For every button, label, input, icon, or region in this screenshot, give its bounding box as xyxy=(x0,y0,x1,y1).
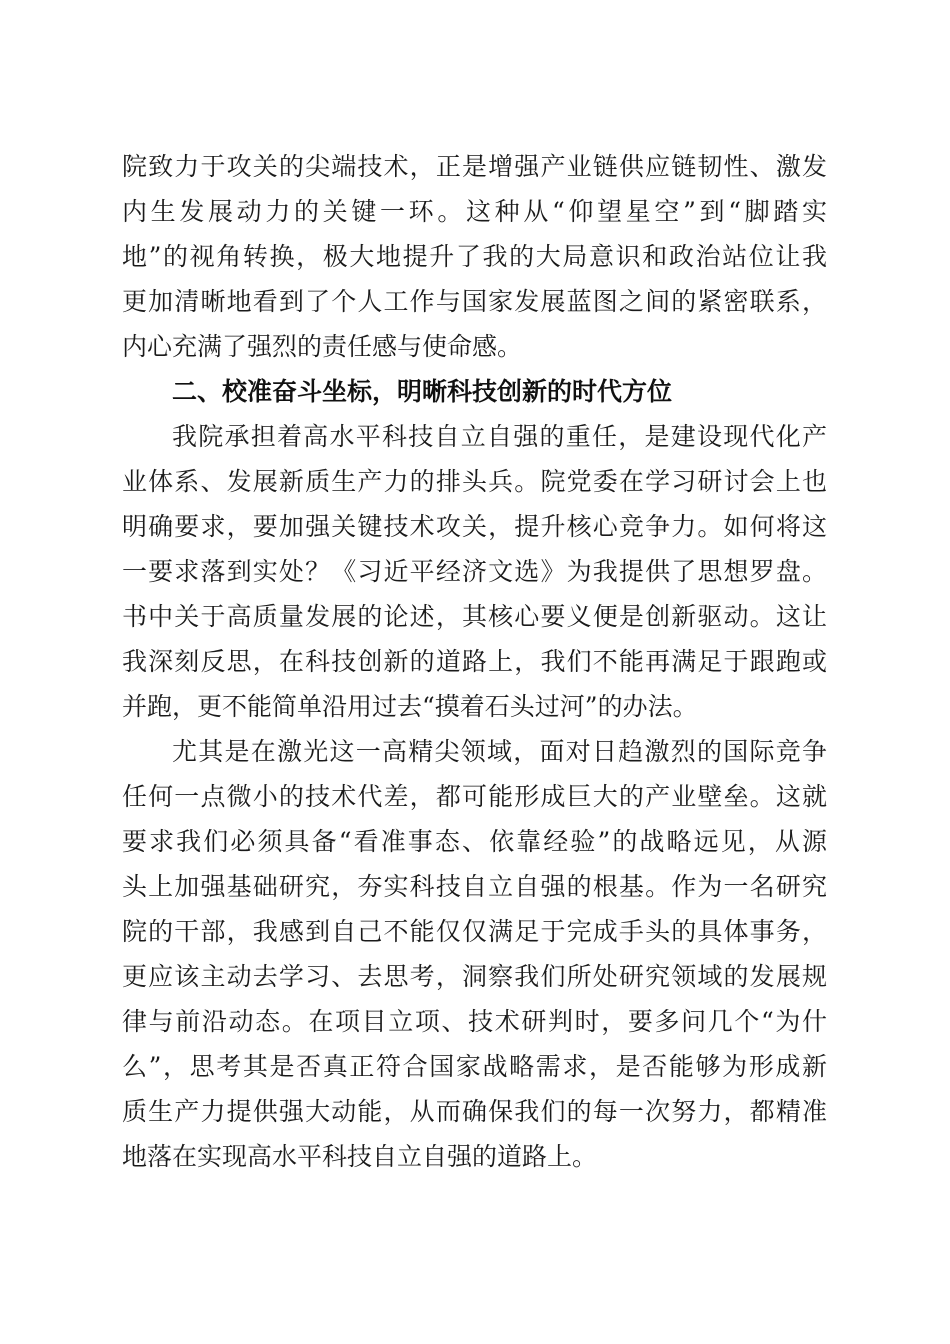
text-line: 院致力于攻关的尖端技术，正是增强产业链供应链韧性、激发 xyxy=(122,152,827,181)
text-line: 业体系、发展新质生产力的排头兵。院党委在学习研讨会上也 xyxy=(122,467,827,496)
section-heading: 二、校准奋斗坐标，明晰科技创新的时代方位 xyxy=(172,377,673,406)
text-line: 地”的视角转换，极大地提升了我的大局意识和政治站位让我 xyxy=(122,242,827,271)
text-line: 并跑，更不能简单沿用过去“摸着石头过河”的办法。 xyxy=(122,692,698,721)
text-line: 更应该主动去学习、去思考，洞察我们所处研究领域的发展规 xyxy=(122,962,827,991)
text-line: 任何一点微小的技术代差，都可能形成巨大的产业壁垒。这就 xyxy=(122,782,827,811)
text-line: 内心充满了强烈的责任感与使命感。 xyxy=(122,332,523,361)
text-line: 明确要求，要加强关键技术攻关，提升核心竞争力。如何将这 xyxy=(122,512,827,541)
text-line: 么”，思考其是否真正符合国家战略需求，是否能够为形成新 xyxy=(122,1052,827,1081)
text-line: 一要求落到实处？《习近平经济文选》为我提供了思想罗盘。 xyxy=(122,557,827,586)
text-line: 我院承担着高水平科技自立自强的重任，是建设现代化产 xyxy=(172,422,827,451)
text-line: 律与前沿动态。在项目立项、技术研判时，要多问几个“为什 xyxy=(122,1007,827,1036)
text-line: 院的干部，我感到自己不能仅仅满足于完成手头的具体事务， xyxy=(122,917,827,946)
text-line: 书中关于高质量发展的论述，其核心要义便是创新驱动。这让 xyxy=(122,602,827,631)
text-line: 头上加强基础研究，夯实科技自立自强的根基。作为一名研究 xyxy=(122,872,827,901)
text-line: 内生发展动力的关键一环。这种从“仰望星空”到“脚踏实 xyxy=(122,197,827,226)
text-line: 更加清晰地看到了个人工作与国家发展蓝图之间的紧密联系， xyxy=(122,287,827,316)
text-line: 尤其是在激光这一高精尖领域，面对日趋激烈的国际竞争 xyxy=(172,737,827,766)
text-line: 要求我们必须具备“看准事态、依靠经验”的战略远见，从源 xyxy=(122,827,827,856)
text-line: 质生产力提供强大动能，从而确保我们的每一次努力，都精准 xyxy=(122,1097,827,1126)
text-line: 我深刻反思，在科技创新的道路上，我们不能再满足于跟跑或 xyxy=(122,647,827,676)
text-line: 地落在实现高水平科技自立自强的道路上。 xyxy=(122,1142,598,1171)
